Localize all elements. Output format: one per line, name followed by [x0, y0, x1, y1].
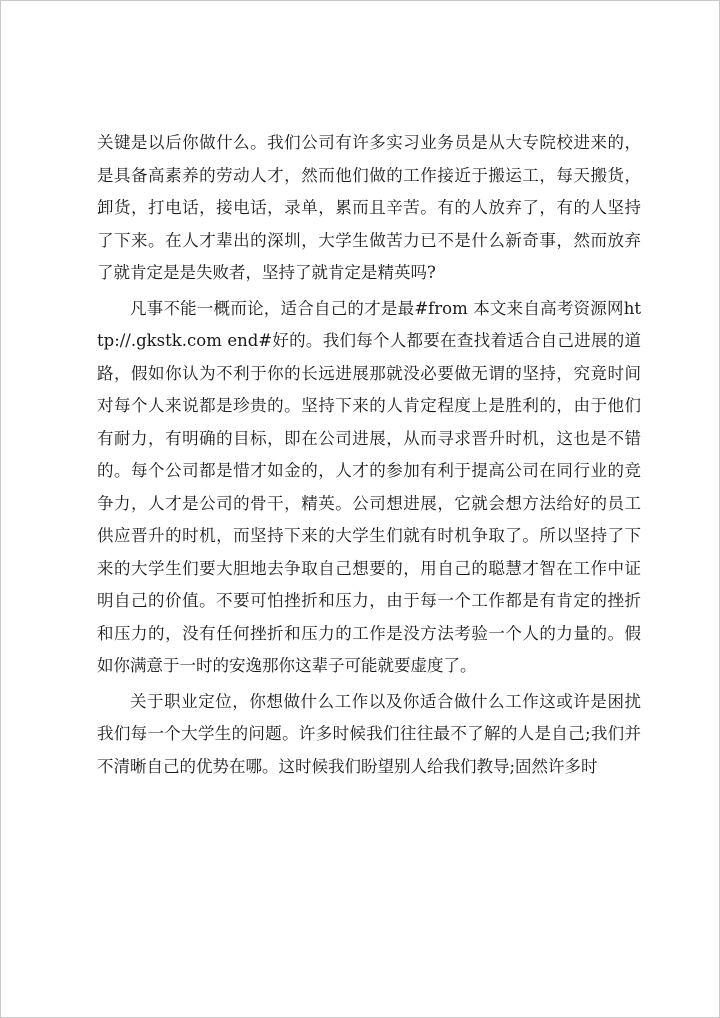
paragraph-2: 凡事不能一概而论，适合自己的才是最#from 本文来自高考资源网http://.gkstk.com end#好的。我们每个人都要在查找着适合自己进展的道路，假如你认为不利于你的长远进展那就没必要做无谓的坚持，究竟时间对每个人来说都是珍贵的。坚持下来的人肯定程度上是胜利的，由于他们有耐力，有明确的目标，即在公司进展，从而寻求晋升时机，这也是不错的。每个公司都是惜才如金的，人才的参加有利于提高公司在同行业的竞争力，人才是公司的骨干，精英。公司想进展，它就会想方法给好的员工供应晋升的时机，而坚持下来的大学生们就有时机争取了。所以坚持了下来的大学生们要大胆地去争取自己想要的，用自己的聪慧才智在工作中证明自己的价值。不要可怕挫折和压力，由于每一个工作都是有肯定的挫折和压力的，没有任何挫折和压力的工作是没方法考验一个人的力量的。假如你满意于一时的安逸那你这辈子可能就要虚度了。 [97, 298, 641, 675]
paragraph-1: 关键是以后你做什么。我们公司有许多实习业务员是从大专院校进来的，是具备高素养的劳动人才，然而他们做的工作接近于搬运工，每天搬货，卸货，打电话，接电话，录单，累而且辛苦。有的人放弃了，有的人坚持了下来。在人才辈出的深圳，大学生做苦力已不是什么新奇事，然而放弃了就肯定是是失败者，坚持了就肯定是精英吗? [97, 133, 641, 282]
document-body [97, 127, 641, 783]
paragraph-3: 关于职业定位，你想做什么工作以及你适合做什么工作这或许是困扰我们每一个大学生的问题。许多时候我们往往最不了解的人是自己;我们并不清晰自己的优势在哪。这时候我们盼望别人给我们教导;固然许多时 [97, 691, 641, 776]
